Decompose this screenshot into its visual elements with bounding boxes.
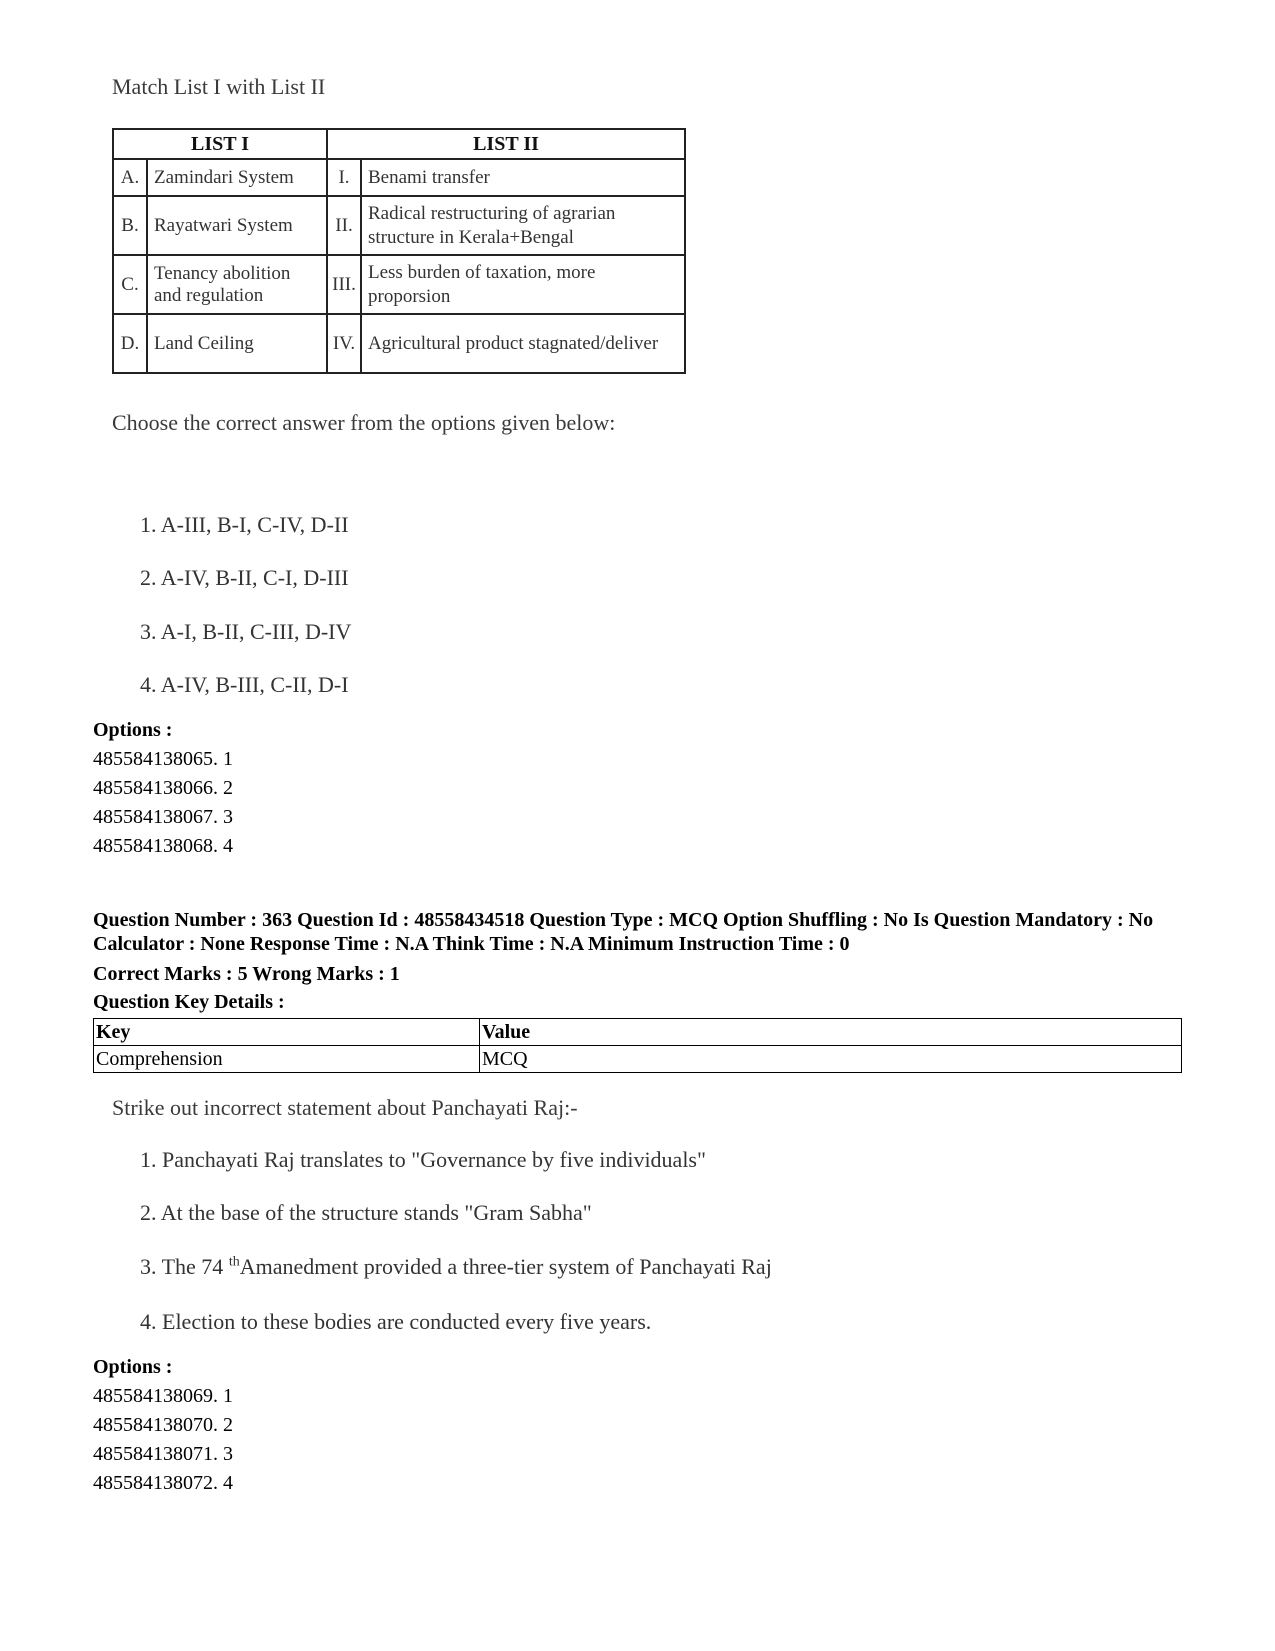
statement-text: Amanedment provided a three-tier system of Panchayati Raj <box>239 1254 772 1279</box>
list-i-item: Tenancy abolition and regulation <box>147 255 327 314</box>
statement-superscript: th <box>228 1254 240 1270</box>
question-marks: Correct Marks : 5 Wrong Marks : 1 <box>93 963 400 985</box>
list-ii-item: Benami transfer <box>361 159 685 196</box>
statement-item <box>140 1254 772 1280</box>
option-item: 485584138068. 4 <box>93 835 233 857</box>
list-ii-item: Less burden of taxation, more proporsion <box>361 255 685 314</box>
options-heading: Options : <box>93 1356 173 1378</box>
statement-item: 1. Panchayati Raj translates to "Governance by five individuals" <box>140 1147 706 1172</box>
option-item: 485584138065. 1 <box>93 748 233 770</box>
list-ii-label: II. <box>327 196 361 255</box>
question-stem: Strike out incorrect statement about Panchayati Raj:- <box>112 1095 578 1120</box>
option-item: 485584138072. 4 <box>93 1472 233 1494</box>
option-item: 485584138066. 2 <box>93 777 233 799</box>
table-row <box>113 196 685 255</box>
list-i-label: B. <box>113 196 147 255</box>
list-ii-item: Radical restructuring of agrarian structure in Kerala+Bengal <box>361 196 685 255</box>
option-item: 485584138067. 3 <box>93 806 233 828</box>
list-i-item: Zamindari System <box>147 159 327 196</box>
options-heading: Options : <box>93 719 173 741</box>
statement-item: 2. At the base of the structure stands "Gram Sabha" <box>140 1200 592 1225</box>
statement-text: 3. The 74 <box>140 1254 229 1279</box>
table-row <box>113 159 685 196</box>
table-row <box>113 314 685 373</box>
question-instruction: Match List I with List II <box>112 74 326 99</box>
match-table-header <box>113 129 685 159</box>
choose-instruction: Choose the correct answer from the options given below: <box>112 410 616 435</box>
list-ii-label: III. <box>327 255 361 314</box>
list-i-item: Land Ceiling <box>147 314 327 373</box>
answer-choice: 3. A-I, B-II, C-III, D-IV <box>140 619 352 644</box>
answer-choice: 1. A-III, B-I, C-IV, D-II <box>140 512 349 537</box>
key-details-table <box>93 1018 1182 1073</box>
answer-choice: 4. A-IV, B-III, C-II, D-I <box>140 672 349 697</box>
option-item: 485584138071. 3 <box>93 1443 233 1465</box>
key-cell: Comprehension <box>94 1046 480 1073</box>
option-item: 485584138070. 2 <box>93 1414 233 1436</box>
statement-item: 4. Election to these bodies are conducted every five years. <box>140 1309 652 1334</box>
key-details-heading: Question Key Details : <box>93 991 285 1013</box>
key-header: Key <box>94 1019 480 1046</box>
list-i-header: LIST I <box>113 129 327 159</box>
list-i-label: C. <box>113 255 147 314</box>
answer-choice: 2. A-IV, B-II, C-I, D-III <box>140 565 349 590</box>
key-table-header <box>94 1019 1182 1046</box>
table-row <box>113 255 685 314</box>
list-ii-item: Agricultural product stagnated/deliver <box>361 314 685 373</box>
value-cell: MCQ <box>480 1046 1182 1073</box>
list-i-label: A. <box>113 159 147 196</box>
value-header: Value <box>480 1019 1182 1046</box>
list-ii-header: LIST II <box>327 129 685 159</box>
question-metadata: Question Number : 363 Question Id : 48558434518 Question Type : MCQ Option Shuffling : No Is Question Mandatory : No Calculator : None Response Time : N.A Think Time : N.A Minimum Instruction Time : 0 <box>93 909 1154 955</box>
list-i-label: D. <box>113 314 147 373</box>
list-i-item: Rayatwari System <box>147 196 327 255</box>
list-ii-label: I. <box>327 159 361 196</box>
table-row <box>94 1046 1182 1073</box>
list-ii-label: IV. <box>327 314 361 373</box>
match-table <box>112 128 686 374</box>
option-item: 485584138069. 1 <box>93 1385 233 1407</box>
